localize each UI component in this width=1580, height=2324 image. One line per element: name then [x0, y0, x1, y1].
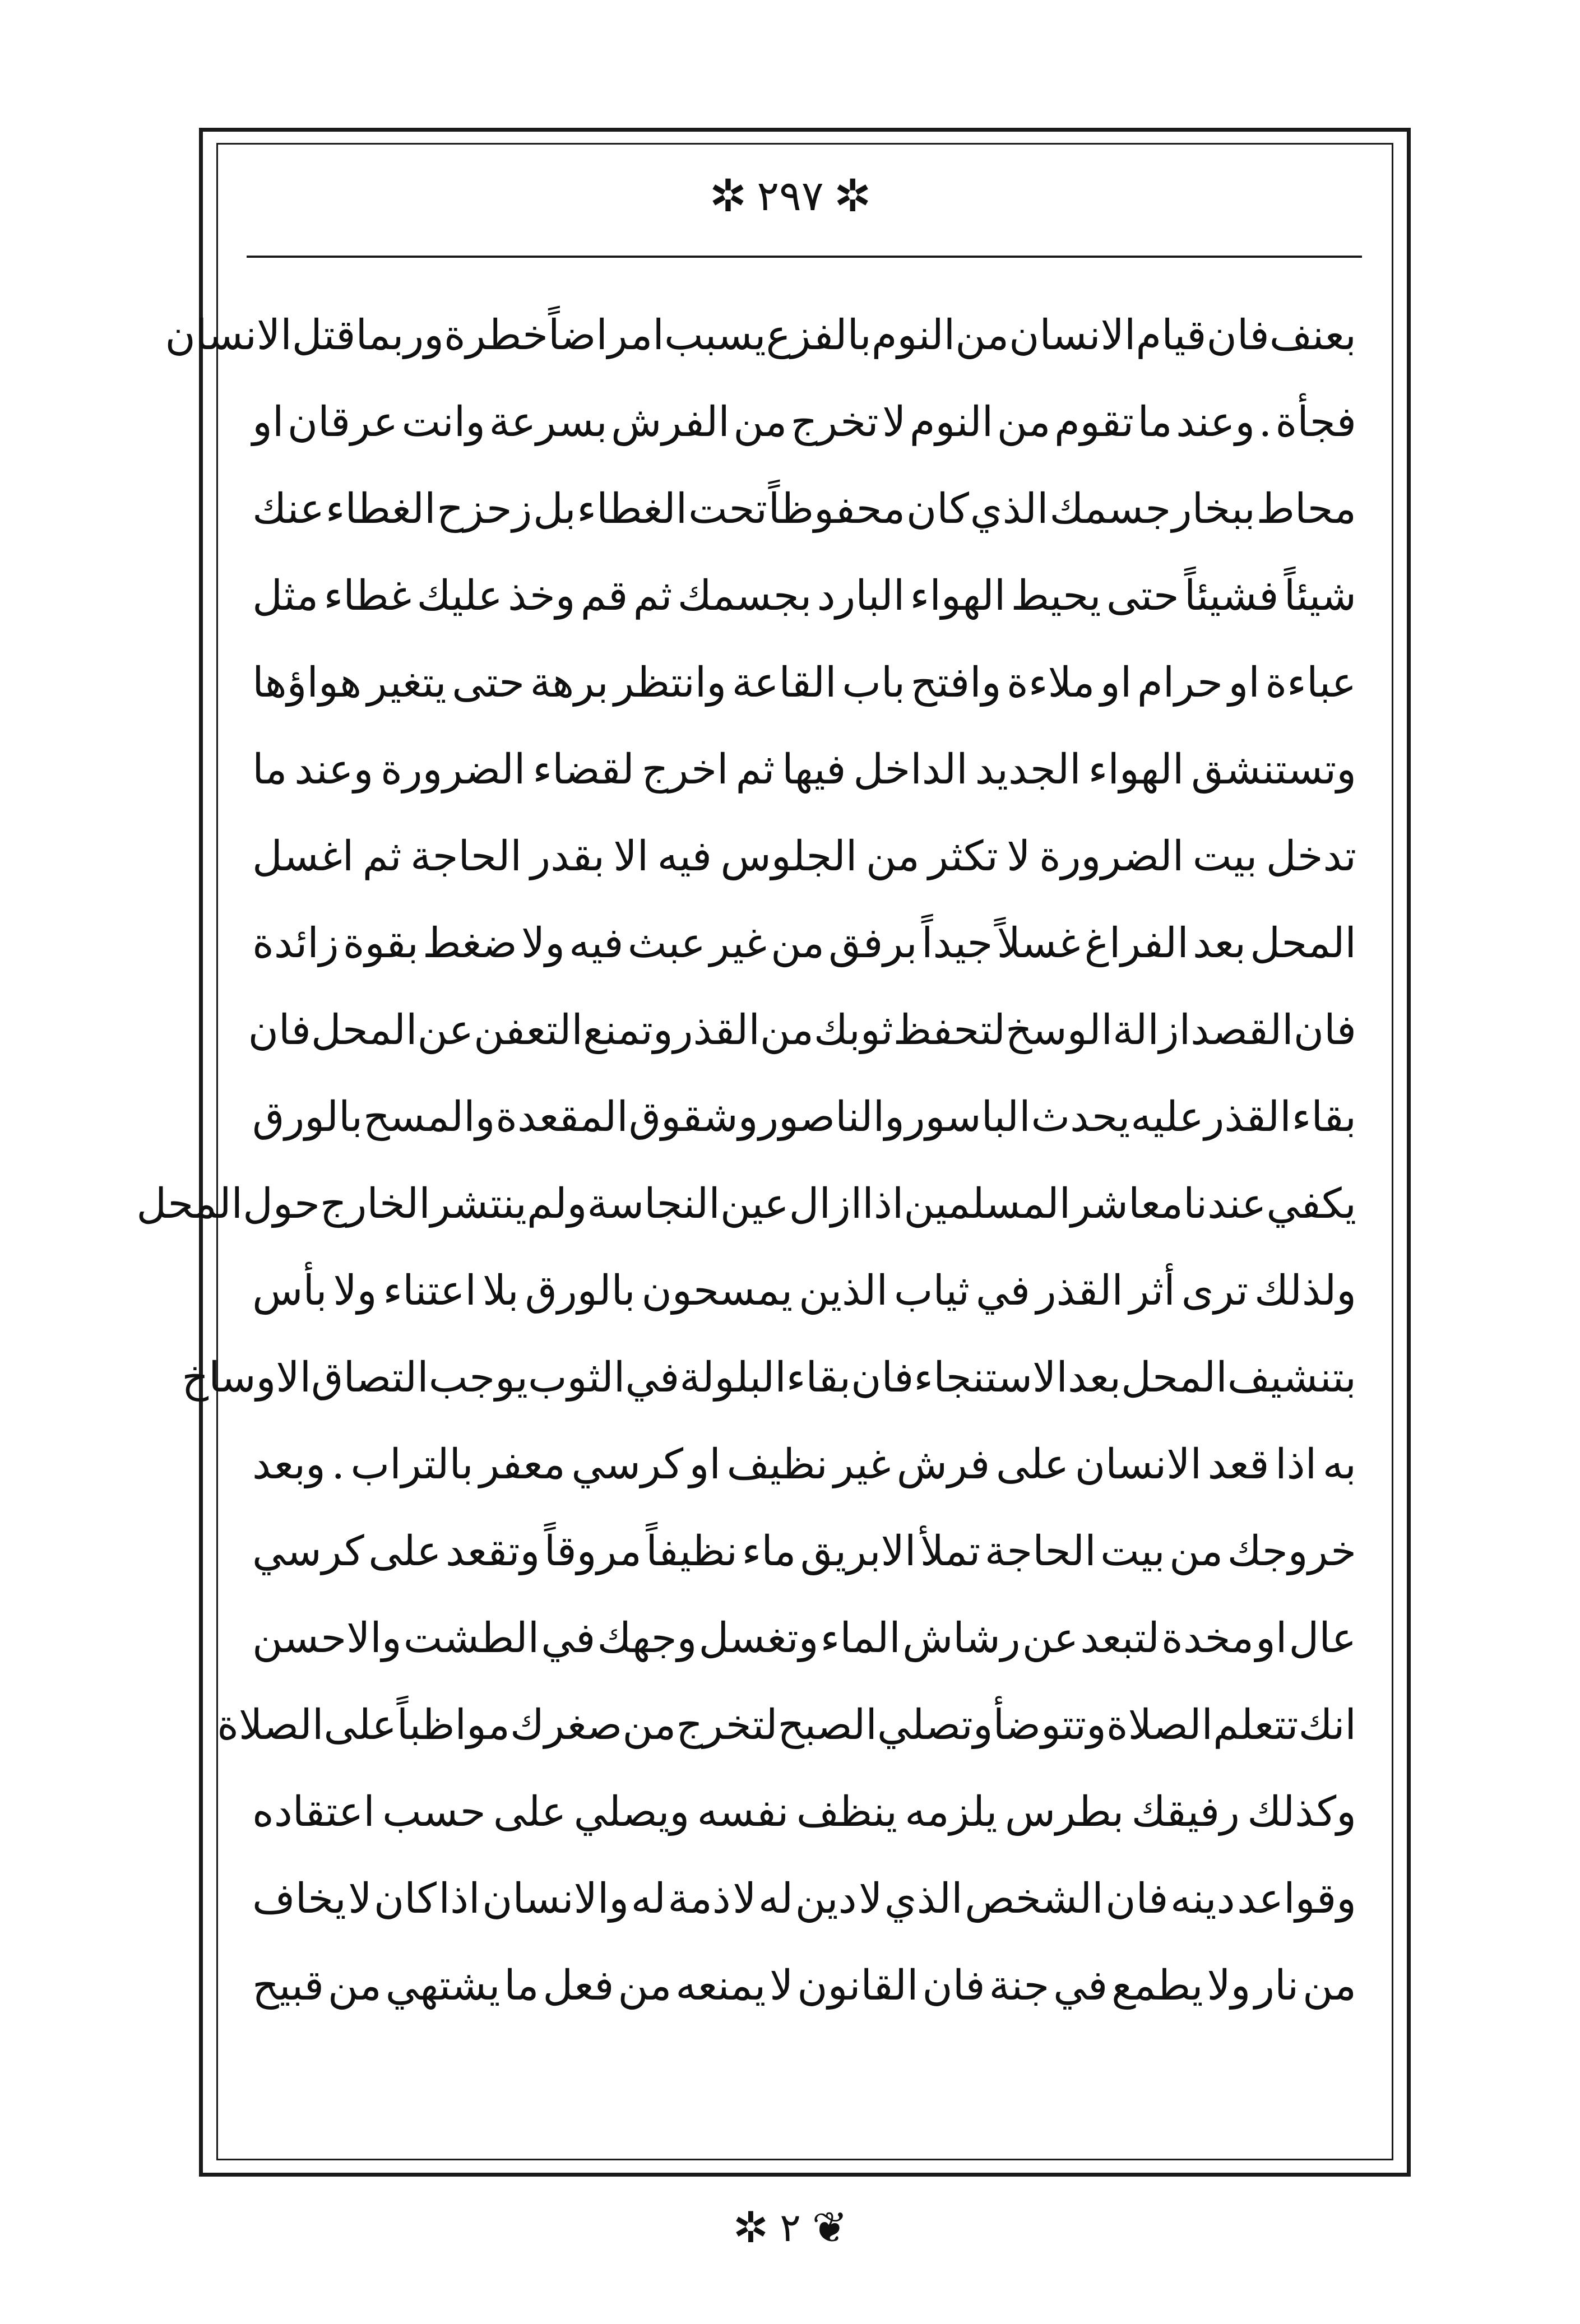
text-line: فان القصد ازالة الوسخ لتحفظ ثوبك من القذر وتمنع التعفن عن المحل فان	[248, 1005, 1356, 1054]
star-ornament-icon: ✲	[733, 2202, 769, 2252]
text-line: ولذلك ترى أثر القذر في ثياب الذين يمسحون بالورق بلا اعتناء ولا بأس	[252, 1266, 1356, 1315]
text-line: خروجك من بيت الحاجة تملأ الابريق ماء نظيفاً مروقاً وتقعد على كرسي	[252, 1527, 1356, 1575]
signature-mark: ٢	[780, 2205, 801, 2251]
text-line: المحل بعد الفراغ غسلاً جيداً برفق من غير عبث فيه ولا ضغط بقوة زائدة	[252, 919, 1356, 967]
text-line: فجأة . وعند ما تقوم من النوم لا تخرج من الفرش بسرعة وانت عرقان او	[252, 397, 1356, 446]
body-text	[136, 291, 1356, 2130]
text-line: محاط ببخار جسمك الذي كان محفوظاً تحت الغطاء بل زحزح الغطاء عنك	[252, 484, 1356, 533]
text-line: وتستنشق الهواء الجديد الداخل فيها ثم اخرج لقضاء الضرورة وعند ما	[252, 745, 1356, 794]
floral-ornament-icon: ❦	[812, 2202, 848, 2252]
text-line: بقاء القذر عليه يحدث الباسور والناصور وشقوق المقعدة والمسح بالورق	[252, 1092, 1356, 1141]
footer-signature	[717, 2197, 863, 2258]
text-line: يكفي عندنا معاشر المسلمين اذا ازال عين النجاسة ولم ينتشر الخارج حول المحل	[136, 1179, 1356, 1228]
text-line: وقواعد دينه فان الشخص الذي لا دين له لا ذمة له والانسان اذا كان لا يخاف	[252, 1874, 1356, 1923]
text-line: عباءة او حرام او ملاءة وافتح باب القاعة وانتظر برهة حتى يتغير هواؤها	[252, 658, 1356, 707]
text-line: به اذا قعد الانسان على فرش غير نظيف او كرسي معفر بالتراب . وبعد	[252, 1440, 1356, 1488]
text-line: بعنف فان قيام الانسان من النوم بالفزع يسبب امراضاً خطرة وربما قتل الانسان	[165, 310, 1356, 359]
text-line: شيئاً فشيئاً حتى يحيط الهواء البارد بجسمك ثم قم وخذ عليك غطاء مثل	[252, 571, 1356, 620]
text-line: انك تتعلم الصلاة وتتوضأ وتصلي الصبح لتخرج من صغرك مواظباً على الصلاة	[217, 1700, 1356, 1749]
page-number: ٢٩٧	[757, 172, 824, 220]
header-divider	[247, 256, 1362, 258]
text-line: بتنشيف المحل بعد الاستنجاء فان بقاء البلولة في الثوب يوجب التصاق الاوساخ	[182, 1353, 1356, 1402]
star-ornament-icon: ✲	[833, 170, 872, 222]
text-line: تدخل بيت الضرورة لا تكثر من الجلوس فيه الا بقدر الحاجة ثم اغسل	[252, 832, 1356, 880]
text-line: عال او مخدة لتبعد عن رشاش الماء وتغسل وجهك في الطشت والاحسن	[252, 1613, 1356, 1662]
text-line: وكذلك رفيقك بطرس يلزمه ينظف نفسه ويصلي على حسب اعتقاده	[252, 1787, 1356, 1836]
star-ornament-icon: ✲	[709, 170, 747, 222]
page-number-header	[678, 163, 902, 230]
text-line: من نار ولا يطمع في جنة فان القانون لا يمنعه من فعل ما يشتهي من قبيح	[252, 1961, 1356, 2010]
